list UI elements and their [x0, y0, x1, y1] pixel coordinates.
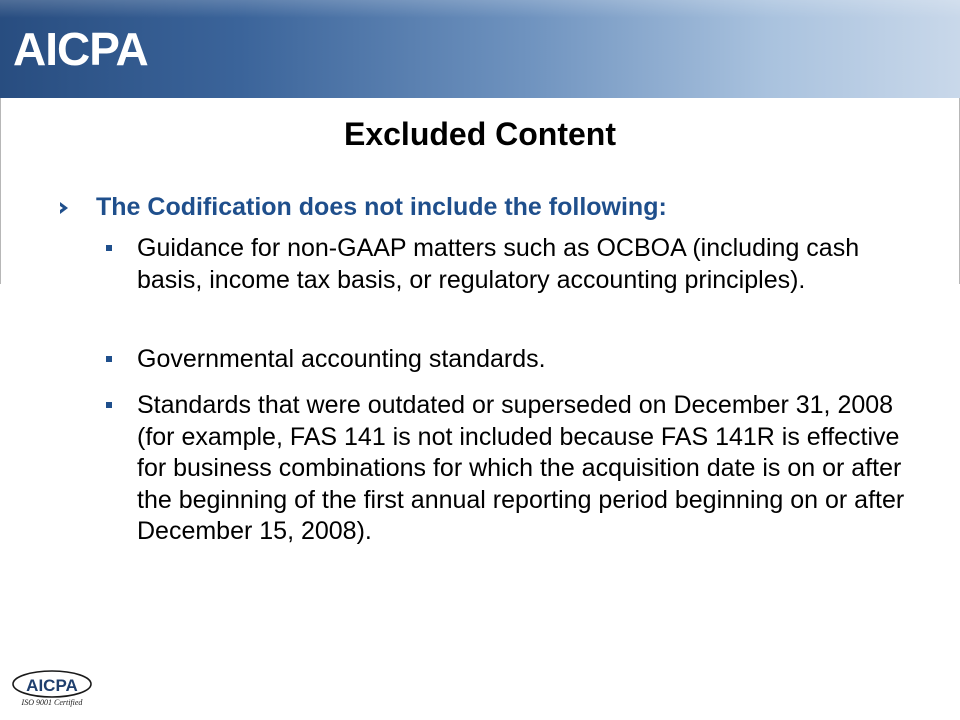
footer-logo-text: AICPA — [26, 676, 78, 695]
square-bullet-icon — [106, 245, 112, 251]
arrow-bullet-icon — [60, 202, 68, 214]
square-bullet-icon — [106, 356, 112, 362]
list-item-text: Governmental accounting standards. — [137, 345, 546, 373]
list-item-text: Guidance for non-GAAP matters such as OCBOA (including cash basis, income tax basis, or regulatory accounting principles). — [137, 234, 860, 294]
footer-cert-text: ISO 9001 Certified — [21, 698, 83, 707]
slide-title: Excluded Content — [343, 116, 616, 152]
aicpa-header-logo: AICPA — [13, 23, 148, 75]
header-band — [0, 0, 960, 98]
square-bullet-icon — [106, 402, 112, 408]
level1-text: The Codification does not include the following: — [96, 193, 667, 221]
aicpa-iso-logo — [12, 669, 92, 707]
list-item-text: Standards that were outdated or superseded on December 31, 2008 (for example, FAS 141 is not included because FAS 141R is effective for business combinations for which the acquisition date is on or after the beginning of the first annual reporting period beginning on or after December 15, 2008). — [137, 391, 905, 545]
